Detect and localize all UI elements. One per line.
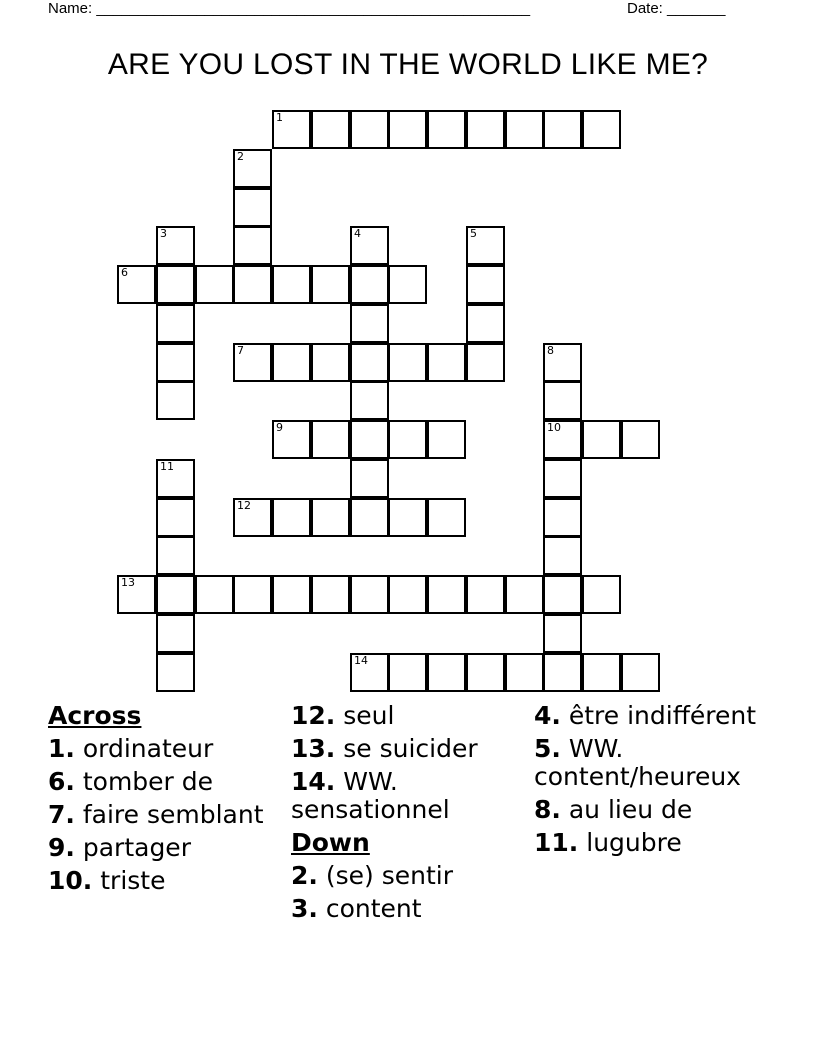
crossword-cell[interactable] <box>388 110 427 149</box>
crossword-cell[interactable] <box>543 459 582 498</box>
crossword-cell[interactable] <box>311 575 350 614</box>
clue-text: tomber de <box>74 767 214 796</box>
clue-number: 12. <box>291 701 336 730</box>
clue-number: 2. <box>291 861 318 890</box>
clue-number: 14. <box>291 767 336 796</box>
crossword-cell[interactable] <box>272 265 311 304</box>
crossword-cell[interactable] <box>350 304 389 343</box>
clue-number: 10. <box>48 866 93 895</box>
crossword-cell[interactable] <box>156 381 195 420</box>
crossword-cell[interactable] <box>582 653 621 692</box>
clue-text: triste <box>92 866 166 895</box>
crossword-cell[interactable] <box>233 498 272 537</box>
crossword-cell[interactable] <box>272 343 311 382</box>
clue-item <box>291 735 541 763</box>
clue-number: 1. <box>48 734 75 763</box>
cell-number: 8 <box>547 344 554 357</box>
crossword-cell[interactable] <box>543 110 582 149</box>
crossword-cell[interactable] <box>117 575 156 614</box>
crossword-cell[interactable] <box>233 149 272 188</box>
clue-item <box>48 768 298 796</box>
crossword-cell[interactable] <box>621 653 660 692</box>
crossword-cell[interactable] <box>311 110 350 149</box>
crossword-cell[interactable] <box>388 343 427 382</box>
crossword-cell[interactable] <box>350 498 389 537</box>
crossword-cell[interactable] <box>272 498 311 537</box>
crossword-cell[interactable] <box>621 420 660 459</box>
cell-number: 1 <box>276 111 283 124</box>
clue-item <box>48 735 298 763</box>
crossword-cell[interactable] <box>582 420 621 459</box>
clue-item <box>291 768 541 824</box>
clue-number: 8. <box>534 795 561 824</box>
crossword-cell[interactable] <box>466 304 505 343</box>
crossword-cell[interactable] <box>388 575 427 614</box>
clue-text: lugubre <box>578 828 682 857</box>
crossword-cell[interactable] <box>466 265 505 304</box>
clue-item <box>291 862 541 890</box>
down-clue-list <box>291 862 541 923</box>
clue-text: WW. content/heureux <box>534 734 741 791</box>
crossword-cell[interactable] <box>543 575 582 614</box>
clue-text: WW. sensationnel <box>291 767 450 824</box>
crossword-cell[interactable] <box>350 226 389 265</box>
crossword-cell[interactable] <box>350 420 389 459</box>
crossword-cell[interactable] <box>427 498 466 537</box>
date-field-label: Date: _______ <box>627 0 726 17</box>
crossword-cell[interactable] <box>233 265 272 304</box>
crossword-cell[interactable] <box>350 381 389 420</box>
crossword-cell[interactable] <box>156 614 195 653</box>
crossword-cell[interactable] <box>272 575 311 614</box>
crossword-cell[interactable] <box>156 343 195 382</box>
crossword-cell[interactable] <box>388 420 427 459</box>
crossword-cell[interactable] <box>156 536 195 575</box>
crossword-cell[interactable] <box>350 459 389 498</box>
crossword-cell[interactable] <box>543 614 582 653</box>
crossword-cell[interactable] <box>582 575 621 614</box>
cell-number: 2 <box>237 150 244 163</box>
down-clue-list-continued <box>534 702 774 857</box>
crossword-cell[interactable] <box>233 575 272 614</box>
crossword-cell[interactable] <box>427 420 466 459</box>
crossword-cell[interactable] <box>350 343 389 382</box>
crossword-cell[interactable] <box>156 575 195 614</box>
crossword-cell[interactable] <box>350 110 389 149</box>
clue-text: partager <box>74 833 191 862</box>
clue-text: seul <box>335 701 395 730</box>
page-title: ARE YOU LOST IN THE WORLD LIKE ME? <box>107 48 709 81</box>
clue-text: être indifférent <box>560 701 757 730</box>
crossword-cell[interactable] <box>427 110 466 149</box>
clue-item <box>48 834 298 862</box>
crossword-cell[interactable] <box>582 110 621 149</box>
across-clue-list <box>48 735 298 895</box>
cell-number: 10 <box>547 421 561 434</box>
crossword-cell[interactable] <box>466 110 505 149</box>
clue-text: au lieu de <box>560 795 693 824</box>
crossword-cell[interactable] <box>388 498 427 537</box>
cell-number: 12 <box>237 499 251 512</box>
across-heading: Across <box>48 701 142 730</box>
crossword-cell[interactable] <box>195 575 234 614</box>
crossword-cell[interactable] <box>233 226 272 265</box>
clue-text: ordinateur <box>74 734 214 763</box>
crossword-cell[interactable] <box>156 304 195 343</box>
clue-item <box>534 829 774 857</box>
crossword-cell[interactable] <box>156 226 195 265</box>
crossword-cell[interactable] <box>233 343 272 382</box>
crossword-cell[interactable] <box>505 575 544 614</box>
down-heading: Down <box>291 828 370 857</box>
crossword-cell[interactable] <box>350 653 389 692</box>
crossword-cell[interactable] <box>156 498 195 537</box>
crossword-cell[interactable] <box>311 265 350 304</box>
crossword-cell[interactable] <box>466 653 505 692</box>
crossword-cell[interactable] <box>543 653 582 692</box>
clue-text: faire semblant <box>74 800 264 829</box>
crossword-cell[interactable] <box>156 265 195 304</box>
crossword-cell[interactable] <box>272 110 311 149</box>
cell-number: 9 <box>276 421 283 434</box>
crossword-cell[interactable] <box>427 575 466 614</box>
clue-item <box>534 735 774 791</box>
crossword-cell[interactable] <box>505 110 544 149</box>
crossword-cell[interactable] <box>195 265 234 304</box>
across-clue-list-continued <box>291 702 541 824</box>
crossword-cell[interactable] <box>466 343 505 382</box>
clue-number: 13. <box>291 734 336 763</box>
cell-number: 4 <box>354 227 361 240</box>
crossword-cell[interactable] <box>543 498 582 537</box>
crossword-cell[interactable] <box>543 343 582 382</box>
crossword-cell[interactable] <box>156 459 195 498</box>
clue-column-3 <box>534 702 774 862</box>
crossword-cell[interactable] <box>427 653 466 692</box>
crossword-cell[interactable] <box>350 265 389 304</box>
clue-item <box>48 867 298 895</box>
crossword-cell[interactable] <box>466 226 505 265</box>
clue-number: 11. <box>534 828 579 857</box>
crossword-cell[interactable] <box>311 343 350 382</box>
crossword-cell[interactable] <box>543 536 582 575</box>
cell-number: 7 <box>237 344 244 357</box>
clue-number: 7. <box>48 800 75 829</box>
clue-item <box>291 895 541 923</box>
clue-number: 5. <box>534 734 561 763</box>
clue-number: 6. <box>48 767 75 796</box>
cell-number: 11 <box>160 460 174 473</box>
clue-number: 3. <box>291 894 318 923</box>
crossword-cell[interactable] <box>272 420 311 459</box>
clue-text: se suicider <box>335 734 478 763</box>
crossword-cell[interactable] <box>350 575 389 614</box>
clue-text: (se) sentir <box>317 861 453 890</box>
clue-item <box>534 702 774 730</box>
name-field-label: Name: ____________________________________________________ <box>48 0 531 17</box>
clue-column-1 <box>48 702 298 900</box>
crossword-cell[interactable] <box>311 498 350 537</box>
crossword-cell[interactable] <box>388 653 427 692</box>
cell-number: 3 <box>160 227 167 240</box>
crossword-cell[interactable] <box>388 265 427 304</box>
crossword-cell[interactable] <box>117 265 156 304</box>
cell-number: 13 <box>121 576 135 589</box>
clue-item <box>291 702 541 730</box>
clue-number: 9. <box>48 833 75 862</box>
crossword-cell[interactable] <box>543 381 582 420</box>
crossword-cell[interactable] <box>311 420 350 459</box>
crossword-cell[interactable] <box>466 575 505 614</box>
cell-number: 5 <box>470 227 477 240</box>
cell-number: 14 <box>354 654 368 667</box>
crossword-cell[interactable] <box>543 420 582 459</box>
clue-column-2 <box>291 702 541 928</box>
clue-text: content <box>317 894 422 923</box>
clue-number: 4. <box>534 701 561 730</box>
clue-item <box>534 796 774 824</box>
clue-item <box>48 801 298 829</box>
crossword-cell[interactable] <box>505 653 544 692</box>
crossword-cell[interactable] <box>156 653 195 692</box>
crossword-cell[interactable] <box>427 343 466 382</box>
crossword-cell[interactable] <box>233 188 272 227</box>
cell-number: 6 <box>121 266 128 279</box>
